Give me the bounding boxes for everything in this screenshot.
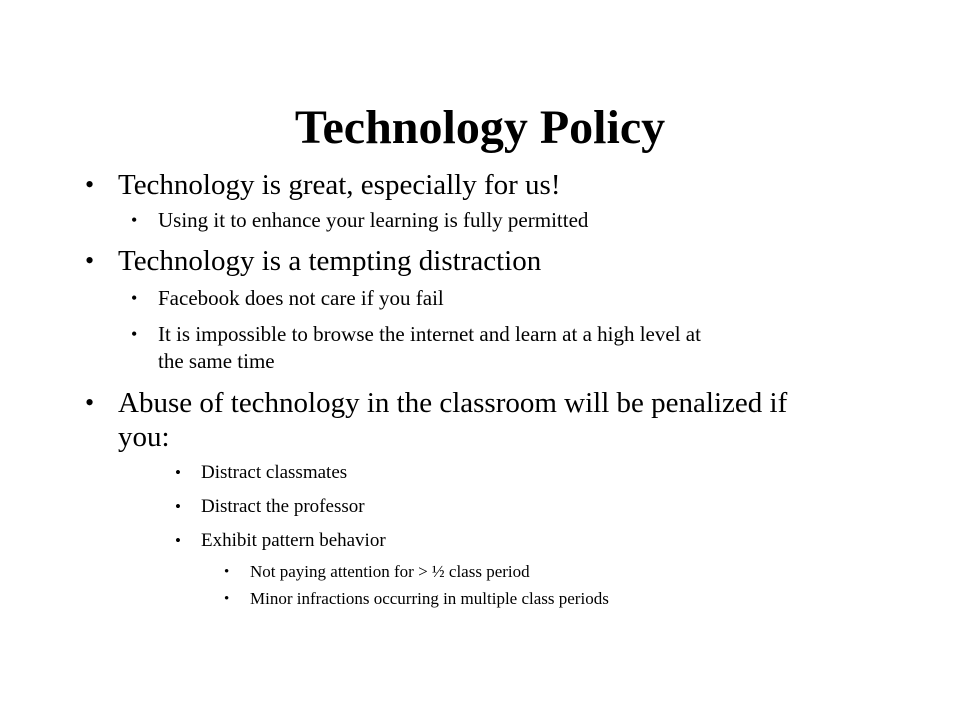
bullet-item-level3 <box>175 495 365 519</box>
slide-title: Technology Policy <box>294 101 666 154</box>
bullet-glyph: • <box>175 531 181 550</box>
bullet-glyph: • <box>131 288 138 308</box>
bullet-item-level2 <box>131 285 444 312</box>
bullet-text: Minor infractions occurring in multiple class periods <box>250 589 609 608</box>
bullet-item-level1 <box>85 244 542 278</box>
bullet-glyph: • <box>224 591 230 607</box>
bullet-item-level1 <box>85 168 561 202</box>
bullet-glyph: • <box>131 324 138 344</box>
bullet-text: Facebook does not care if you fail <box>158 286 444 310</box>
bullet-item-level4 <box>224 588 609 610</box>
bullet-text: Technology is great, especially for us! <box>118 169 561 201</box>
bullet-text: It is impossible to browse the internet and learn at a high level at <box>158 322 701 346</box>
bullet-text: Not paying attention for > ½ class period <box>250 562 530 581</box>
bullet-text: Abuse of technology in the classroom will be penalized if <box>118 387 788 419</box>
bullet-text-continuation: the same time <box>158 349 275 373</box>
bullet-text: Distract classmates <box>201 462 348 483</box>
bullet-item-level2 <box>131 207 589 234</box>
bullet-glyph: • <box>175 497 181 516</box>
bullet-text: Exhibit pattern behavior <box>201 530 386 551</box>
bullet-item-level3 <box>175 461 348 485</box>
bullet-glyph: • <box>224 564 230 580</box>
bullet-glyph: • <box>85 388 95 417</box>
bullet-item-level1 <box>85 386 788 454</box>
bullet-glyph: • <box>175 463 181 482</box>
bullet-text: Distract the professor <box>201 496 365 517</box>
bullet-item-level2 <box>131 321 701 375</box>
bullet-text-continuation: you: <box>118 421 170 453</box>
bullet-glyph: • <box>85 170 95 199</box>
bullet-item-level4 <box>224 561 530 583</box>
bullet-glyph: • <box>85 246 95 275</box>
bullet-item-level3 <box>175 529 386 553</box>
bullet-glyph: • <box>131 210 138 230</box>
bullet-text: Technology is a tempting distraction <box>118 245 542 277</box>
bullet-text: Using it to enhance your learning is fully permitted <box>158 208 589 232</box>
